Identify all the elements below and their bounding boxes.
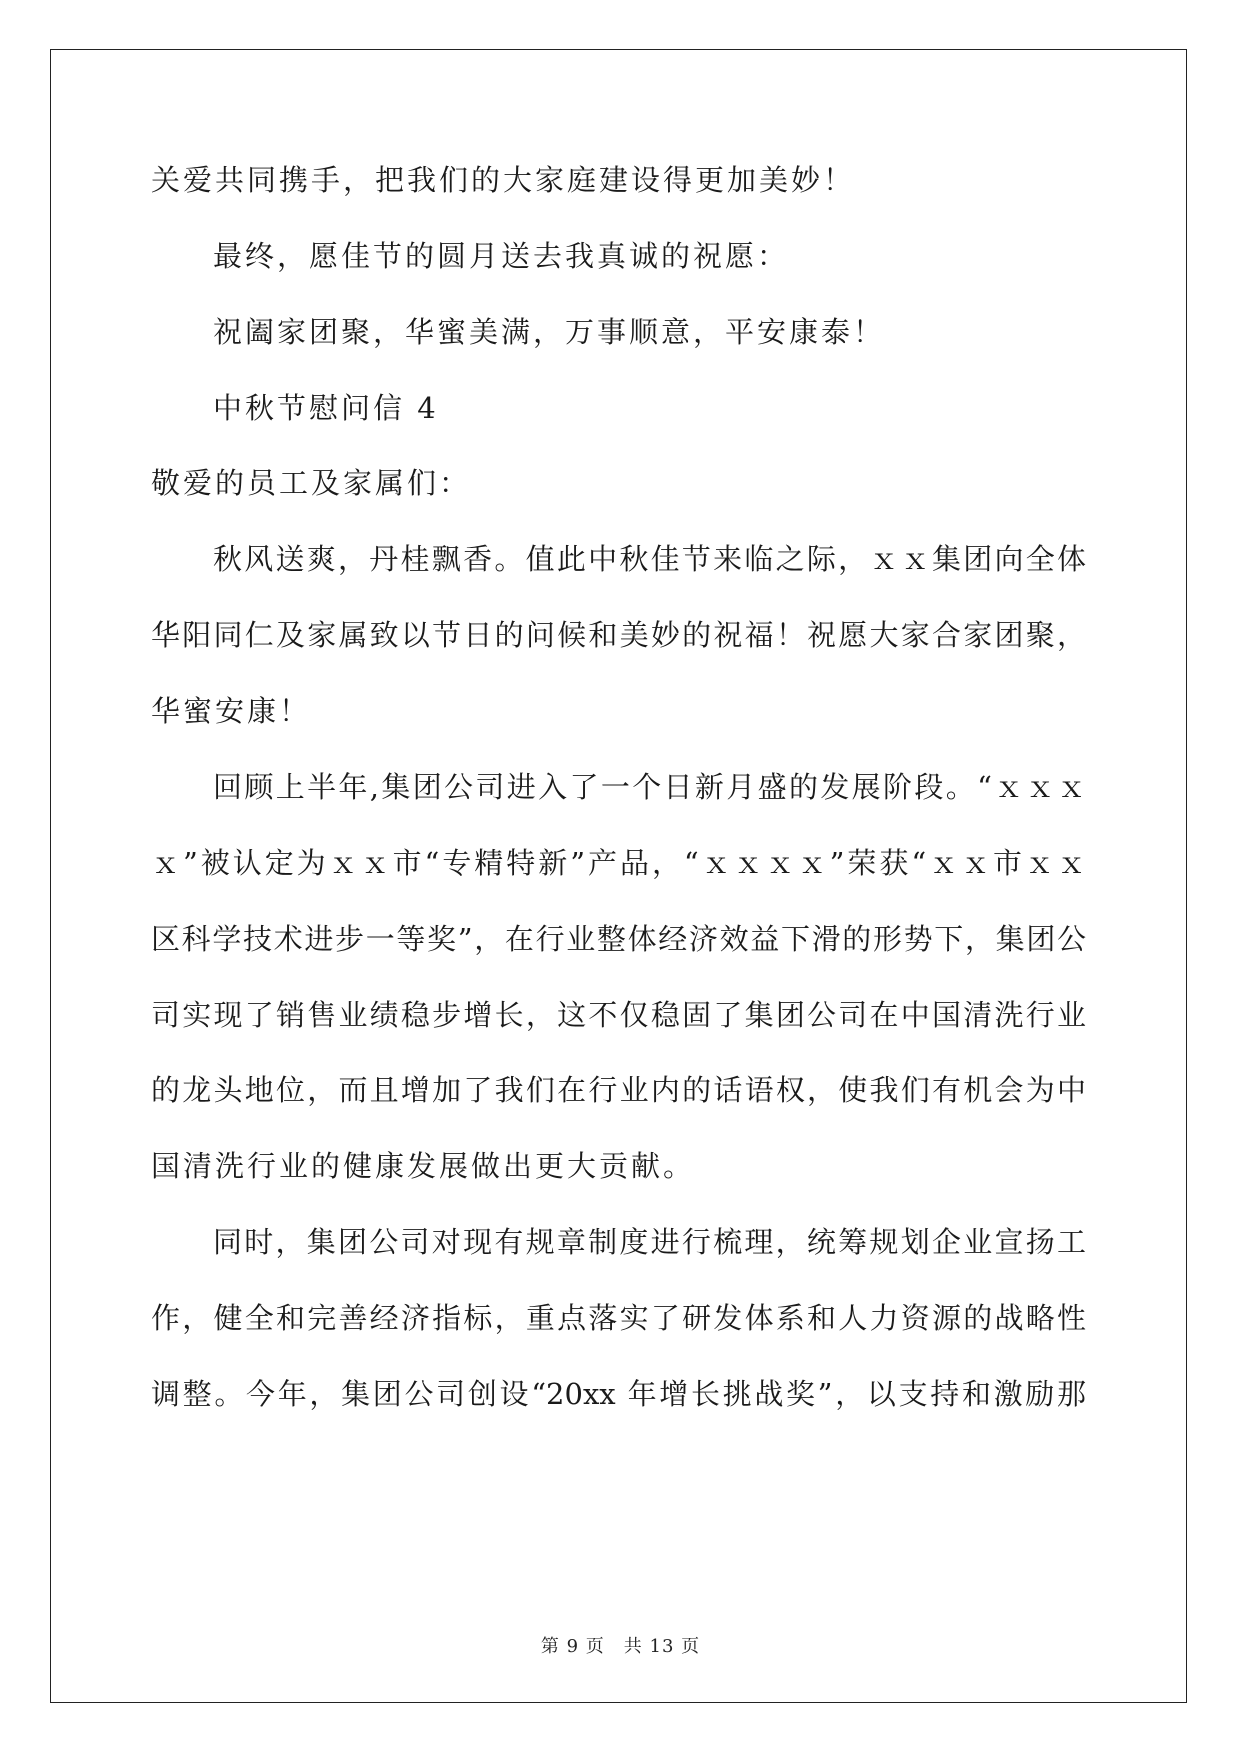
text-line: ｘ”被认定为ｘｘ市“专精特新”产品，“ｘｘｘｘ”荣获“ｘｘ市ｘｘ bbox=[151, 846, 1086, 880]
text-line: 回顾上半年,集团公司进入了一个日新月盛的发展阶段。“ｘｘｘ bbox=[213, 770, 1086, 804]
text-line: 区科学技术进步一等奖”，在行业整体经济效益下滑的形势下，集团公 bbox=[151, 922, 1086, 956]
page-number-footer: 第 9 页 共 13 页 bbox=[540, 1636, 701, 1657]
text-line: 的龙头地位，而且增加了我们在行业内的话语权，使我们有机会为中 bbox=[151, 1073, 1086, 1107]
text-line: 华蜜安康！ bbox=[151, 694, 312, 728]
text-line: 同时，集团公司对现有规章制度进行梳理，统筹规划企业宣扬工 bbox=[213, 1225, 1086, 1259]
text-line: 华阳同仁及家属致以节日的问候和美妙的祝福！祝愿大家合家团聚， bbox=[151, 618, 1086, 652]
text-line: 作，健全和完善经济指标，重点落实了研发体系和人力资源的战略性 bbox=[151, 1301, 1086, 1335]
text-line: 调整。今年，集团公司创设“20xx 年增长挑战奖”，以支持和激励那 bbox=[151, 1377, 1086, 1411]
text-line: 祝阖家团聚，华蜜美满，万事顺意，平安康泰！ bbox=[213, 315, 886, 349]
salutation: 敬爱的员工及家属们： bbox=[151, 466, 472, 500]
text-line: 关爱共同携手，把我们的大家庭建设得更加美妙！ bbox=[151, 163, 856, 197]
section-heading: 中秋节慰问信 4 bbox=[213, 391, 439, 425]
text-line: 最终，愿佳节的圆月送去我真诚的祝愿： bbox=[213, 239, 790, 273]
text-line: 司实现了销售业绩稳步增长，这不仅稳固了集团公司在中国清洗行业 bbox=[151, 998, 1086, 1032]
text-line: 国清洗行业的健康发展做出更大贡献。 bbox=[151, 1149, 696, 1183]
text-line: 秋风送爽，丹桂飘香。值此中秋佳节来临之际，ｘｘ集团向全体 bbox=[213, 542, 1086, 576]
